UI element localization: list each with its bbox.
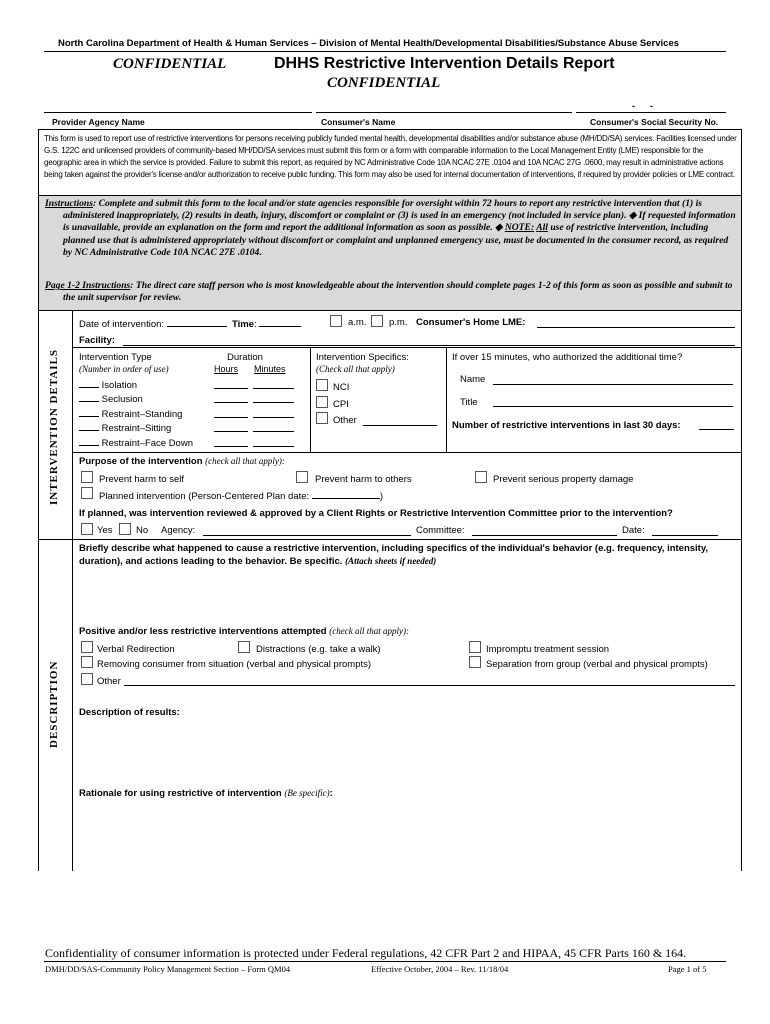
committee-input[interactable]	[472, 535, 617, 536]
title-label: Title	[460, 397, 478, 408]
ssn-label: Consumer's Social Security No.	[590, 117, 719, 127]
minutes-input[interactable]	[253, 431, 294, 432]
footer-rule	[44, 961, 726, 962]
agency-header: North Carolina Department of Health & Human Services – Division of Mental Health/Developmental Disabilities/Substance Abuse Services	[58, 38, 680, 49]
type-order-input[interactable]	[79, 407, 99, 417]
agency-label: Agency:	[161, 525, 196, 536]
page-instructions	[45, 280, 737, 304]
lme-label: Consumer's Home LME:	[416, 317, 526, 328]
all-label: All	[536, 222, 548, 234]
cpi-label: CPI	[333, 399, 349, 410]
results-label: Description of results:	[79, 707, 180, 718]
count-label: Number of restrictive interventions in last 30 days:	[452, 420, 681, 431]
other-option-label: Other	[97, 676, 121, 687]
description-label: DESCRIPTION	[48, 660, 60, 748]
name-input[interactable]	[493, 384, 733, 385]
pm-label: p.m.	[389, 317, 408, 328]
time-input[interactable]	[259, 317, 301, 327]
purpose-row	[79, 456, 285, 467]
effective-date: Effective October, 2004 – Rev. 11/18/04	[371, 964, 509, 974]
rationale-sub: (Be specific)	[284, 788, 330, 798]
minutes-input[interactable]	[253, 417, 294, 418]
type-row	[79, 392, 143, 405]
positive-row	[79, 626, 409, 637]
instructions-label: Instructions	[45, 198, 93, 209]
no-checkbox[interactable]	[119, 523, 131, 535]
purpose-sub: (check all that apply):	[205, 456, 285, 466]
provider-line[interactable]	[44, 112, 312, 113]
planned-row	[99, 489, 383, 502]
harm-self-label: Prevent harm to self	[99, 474, 185, 485]
date2-input[interactable]	[652, 535, 718, 536]
am-checkbox[interactable]	[330, 315, 342, 327]
verbal-redirection-label: Verbal Redirection	[97, 644, 175, 655]
impromptu-checkbox[interactable]	[469, 641, 481, 653]
title-input[interactable]	[493, 406, 733, 407]
hours-input[interactable]	[214, 446, 248, 447]
type-order-input[interactable]	[79, 421, 99, 431]
confidential-center: CONFIDENTIAL	[327, 75, 441, 91]
yes-label: Yes	[97, 525, 113, 536]
removing-checkbox[interactable]	[81, 656, 93, 668]
duration-header: Duration	[227, 352, 263, 363]
positive-sub: (check all that apply):	[329, 626, 409, 636]
distractions-checkbox[interactable]	[238, 641, 250, 653]
hours-input[interactable]	[214, 388, 248, 389]
agency-input[interactable]	[203, 535, 411, 536]
minutes-label: Minutes	[254, 364, 286, 374]
facility-label: Facility:	[79, 335, 115, 346]
page-number: Page 1 of 5	[668, 964, 707, 974]
name-label: Name	[460, 374, 486, 385]
property-checkbox[interactable]	[475, 471, 487, 483]
no-label: No	[136, 525, 149, 536]
type-sub: (Number in order of use)	[79, 364, 169, 374]
instructions-part2: use of restrictive intervention, including planned use that is administered appropriately without discomfort or complaint and unplanned emergency use, must be documented in the consumer record, as required by NC Administrative Code 10A NCAC 27E .0104.	[63, 222, 729, 258]
hours-input[interactable]	[214, 431, 248, 432]
property-label: Prevent serious property damage	[493, 474, 634, 485]
consumer-line[interactable]	[316, 112, 572, 113]
am-label: a.m.	[348, 317, 367, 328]
side-column-divider	[72, 310, 73, 871]
type-label: Restraint–Sitting	[101, 423, 172, 435]
harm-others-label: Prevent harm to others	[315, 474, 412, 485]
count-input[interactable]	[699, 429, 734, 430]
report-title: DHHS Restrictive Intervention Details Report	[274, 55, 615, 72]
type-row	[79, 407, 182, 420]
minutes-input[interactable]	[253, 446, 294, 447]
header-rule	[44, 51, 726, 52]
other-specific-label: Other	[333, 415, 357, 426]
planned-checkbox[interactable]	[81, 487, 93, 499]
lme-input[interactable]	[537, 327, 735, 328]
provider-label: Provider Agency Name	[52, 117, 145, 127]
rationale-label: Rationale for using restrictive of intervention	[79, 788, 282, 799]
plan-date-input[interactable]	[312, 489, 380, 499]
yes-checkbox[interactable]	[81, 523, 93, 535]
specifics-sub: (Check all that apply)	[316, 364, 395, 374]
confidentiality-note: Confidentiality of consumer information is protected under Federal regulations, 42 CFR Part 2 and HIPAA, 45 CFR Parts 160 & 164.	[45, 946, 687, 960]
facility-input[interactable]	[123, 345, 735, 346]
distractions-label: Distractions (e.g. take a walk)	[256, 644, 381, 655]
rationale-row	[79, 788, 333, 799]
removing-label: Removing consumer from situation (verbal and physical prompts)	[97, 659, 372, 670]
ssn-dashes: - -	[632, 101, 653, 111]
instructions-part1: : Complete and submit this form to the local and/or state agencies responsible for oversight within 72 hours to report any restrictive intervention that (1) is administered inappropriately, (2) results in death, injury, discomfort or complaint or (3) is used in an emergency (not included in service plan). ◆ If requested information is unavailable, provide an explanation on the form and report the additional information as soon as possible. ◆	[63, 198, 736, 234]
over15-header: If over 15 minutes, who authorized the additional time?	[452, 352, 683, 363]
minutes-input[interactable]	[253, 402, 294, 403]
purpose-label: Purpose of the intervention	[79, 456, 203, 467]
date-input[interactable]	[167, 317, 227, 327]
type-header: Intervention Type	[79, 352, 152, 363]
separation-label: Separation from group (verbal and physical prompts)	[486, 659, 708, 670]
brief-sub: (Attach sheets if needed)	[345, 556, 437, 566]
pm-checkbox[interactable]	[371, 315, 383, 327]
type-row	[79, 421, 171, 434]
separation-checkbox[interactable]	[469, 656, 481, 668]
verbal-redirection-checkbox[interactable]	[81, 641, 93, 653]
type-label: Restraint–Face Down	[101, 437, 193, 449]
page-instructions-text: : The direct care staff person who is most knowledgeable about the intervention should complete pages 1-2 of this form as soon as possible and submit to the unit supervisor for review.	[63, 280, 733, 304]
nci-checkbox[interactable]	[316, 379, 328, 391]
note-label: NOTE:	[504, 222, 535, 234]
consumer-label: Consumer's Name	[321, 117, 396, 127]
time-label: Time	[231, 319, 254, 330]
page-instructions-label: Page 1-2 Instructions	[45, 280, 131, 291]
type-label: Isolation	[101, 380, 138, 391]
brief-text: Briefly describe what happened to cause a restrictive intervention, including specifics of the individual's behavior (e.g. frequency, intensity, duration), and actions leading to the behavior. Be specific.	[79, 543, 709, 567]
other-option-input[interactable]	[124, 685, 735, 686]
rationale-colon: :	[329, 788, 333, 799]
cpi-checkbox[interactable]	[316, 396, 328, 408]
brief-label	[79, 543, 735, 568]
review-question: If planned, was intervention reviewed & approved by a Client Rights or Restrictive Intervention Committee prior to the intervention?	[79, 508, 673, 519]
planned-label: Planned intervention (Person-Centered Plan date:	[99, 491, 310, 502]
type-order-input[interactable]	[79, 436, 99, 446]
nci-label: NCI	[333, 382, 350, 393]
type-row	[79, 378, 137, 391]
other-specific-input[interactable]	[363, 425, 437, 426]
type-order-input[interactable]	[79, 378, 99, 388]
hours-input[interactable]	[214, 417, 248, 418]
minutes-input[interactable]	[253, 388, 294, 389]
type-order-input[interactable]	[79, 392, 99, 402]
intro-text: This form is used to report use of restrictive interventions for persons receiving publicly funded mental health, developmental disabilities and/or substance abuse (MH/DD/SA) services. Facilities licensed under G.S. 122C and unlicensed providers of community-based MH/DD/SA services must submit this form or a form with comparable information to the Local Management Entity (LME) responsible for the geographic area in which the service is provided. Failure to submit this report, as required by NC Administrative Code 10A NCAC 27E .0104 and 10A NCAC 27G .0600, may result in administrative actions being taken against the provider's license and/or authorization to receive public funding. This form may also be used for internal documentation of interventions, if required by provider policies or LME contract.	[44, 134, 737, 179]
specifics-header: Intervention Specifics:	[316, 352, 409, 363]
hours-label: Hours	[214, 364, 239, 374]
hours-input[interactable]	[214, 402, 248, 403]
other-specific-checkbox[interactable]	[316, 412, 328, 424]
date2-label: Date:	[622, 525, 645, 536]
intervention-details-label: INTERVENTION DETAILS	[48, 348, 60, 505]
harm-others-checkbox[interactable]	[296, 471, 308, 483]
date-label: Date of intervention	[79, 319, 162, 330]
type-label: Seclusion	[101, 394, 143, 406]
planned-close: )	[379, 491, 383, 502]
confidential-left: CONFIDENTIAL	[113, 56, 227, 72]
committee-label: Committee:	[416, 525, 465, 536]
positive-label: Positive and/or less restrictive interventions attempted	[79, 626, 327, 637]
harm-self-checkbox[interactable]	[81, 471, 93, 483]
ssn-line[interactable]	[576, 112, 726, 113]
other-option-checkbox[interactable]	[81, 673, 93, 685]
date-row: Date of intervention: Time:	[79, 317, 301, 330]
type-row	[79, 436, 193, 449]
type-label: Restraint–Standing	[101, 408, 183, 420]
instructions-text	[45, 198, 737, 259]
form-id: DMH/DD/SAS-Community Policy Management Section – Form QM04	[45, 964, 291, 974]
impromptu-label: Impromptu treatment session	[486, 644, 610, 655]
